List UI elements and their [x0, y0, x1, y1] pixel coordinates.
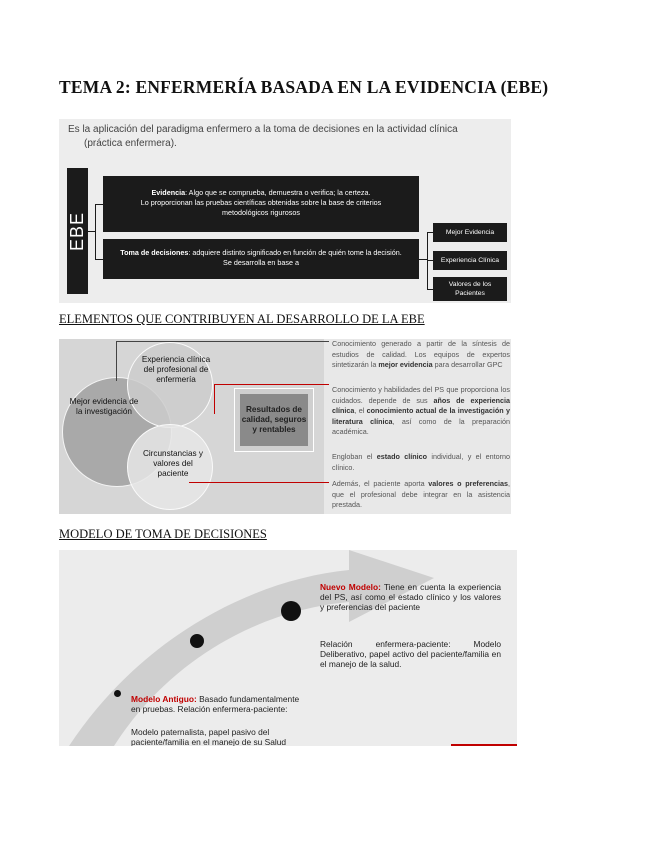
text: , que el profesional debe integrar en la asistencia prestada. — [332, 479, 511, 509]
text: para desarrollar GPC — [432, 360, 503, 369]
paragraph-estado — [332, 452, 510, 473]
text: , el — [354, 406, 367, 415]
evidencia-text-2: Lo proporcionan las pruebas científicas obtenidas sobre la base de criterios metodológicos rigurosos — [140, 198, 382, 217]
evidencia-text: : Algo que se comprueba, demuestra o verifica; la certeza. — [185, 188, 371, 197]
relacion-nuevo-text: Relación enfermera-paciente: Modelo Deliberativo, papel activo del paciente/familia en el manejo de la salud. — [320, 639, 501, 669]
ebe-intro — [68, 123, 458, 151]
connector — [214, 384, 234, 385]
nuevo-modelo-text — [320, 582, 501, 612]
resultados-label: Resultados de calidad, seguros y rentables — [240, 394, 308, 446]
toma-text: : adquiere distinto significado en función de quién tome la decisión. — [188, 248, 402, 257]
timeline-dot — [114, 690, 121, 697]
connector — [116, 341, 117, 381]
circunstancias-label: Circunstancias y valores del paciente — [142, 449, 204, 478]
antiguo-modelo-text — [131, 694, 306, 714]
text: , así como de la preparación académica. — [332, 416, 510, 436]
evidencia-label: Evidencia — [151, 188, 186, 197]
toma-label: Toma de decisiones — [120, 248, 189, 257]
experiencia-clinica-box: Experiencia Clínica — [433, 251, 507, 270]
connector — [116, 341, 329, 342]
section-heading-modelo: MODELO DE TOMA DE DECISIONES — [59, 527, 267, 541]
modelo-figure — [59, 550, 517, 746]
text: Además, el paciente aporta — [332, 479, 429, 488]
connector — [88, 231, 95, 232]
toma-decisiones-box — [103, 239, 419, 279]
connector — [95, 204, 103, 205]
timeline-dot — [281, 601, 301, 621]
page-title: TEMA 2: ENFERMERÍA BASADA EN LA EVIDENCIA (EBE) — [59, 77, 549, 97]
connector — [427, 232, 428, 290]
nuevo-text: Tiene en cuenta la experiencia del PS, así como el estado clínico y los valores y preferencias del paciente — [320, 582, 501, 612]
text: mejor evidencia — [378, 360, 433, 369]
valores-pacientes-box: Valores de los Pacientes — [433, 277, 507, 301]
paragraph-experiencia — [332, 385, 510, 438]
connector — [214, 384, 215, 414]
experiencia-label: Experiencia clínica del profesional de enfermería — [141, 355, 211, 384]
paragraph-evidencia — [332, 339, 510, 371]
intro-line-1: Es la aplicación del paradigma enfermero a la toma de decisiones en la actividad clínica — [68, 124, 458, 135]
connector — [189, 482, 329, 483]
text: conocimiento actual de la investigación y literatura clínica — [332, 406, 510, 426]
text: valores o preferencias — [428, 479, 509, 488]
connector — [234, 384, 329, 385]
evidencia-box — [103, 176, 419, 232]
text: Conocimiento y habilidades del PS que proporciona los cuidados. depende de sus — [332, 385, 510, 405]
timeline-dot — [190, 634, 204, 648]
ebe-definition-figure — [59, 119, 511, 303]
elementos-figure — [59, 339, 511, 514]
red-accent-line — [451, 744, 517, 746]
mejor-evidencia-label: Mejor evidencia de la investigación — [69, 397, 139, 416]
toma-text-2: Se desarrolla en base a — [223, 258, 299, 267]
antiguo-label: Modelo Antiguo: — [131, 694, 197, 704]
ebe-label-box — [67, 168, 88, 294]
text: estado clínico — [376, 452, 427, 461]
nuevo-label: Nuevo Modelo: — [320, 582, 381, 592]
connector — [419, 259, 427, 260]
text: Engloban el — [332, 452, 377, 461]
antiguo-modelo-text-2: Modelo paternalista, papel pasivo del paciente/familia en el manejo de su Salud — [131, 727, 287, 746]
intro-line-2: (práctica enfermera). — [84, 138, 177, 149]
paragraph-valores — [332, 479, 510, 511]
connector — [95, 204, 96, 260]
toma-line — [109, 248, 413, 258]
resultados-box — [234, 388, 314, 452]
antiguo-text: Basado fundamentalmente en pruebas. Relación enfermera-paciente: — [131, 694, 300, 714]
mejor-evidencia-box: Mejor Evidencia — [433, 223, 507, 242]
connector — [95, 259, 103, 260]
text: individual, y el entorno clínico. — [332, 452, 510, 472]
text: Conocimiento generado a partir de la síntesis de estudios de calidad. Los equipos de expertos sintetizarán la — [332, 339, 510, 369]
section-heading-elementos: ELEMENTOS QUE CONTRIBUYEN AL DESARROLLO DE LA EBE — [59, 312, 425, 326]
evidencia-line — [109, 188, 413, 198]
text: años de experiencia clínica — [332, 395, 510, 415]
ebe-label: EBE — [67, 211, 87, 251]
